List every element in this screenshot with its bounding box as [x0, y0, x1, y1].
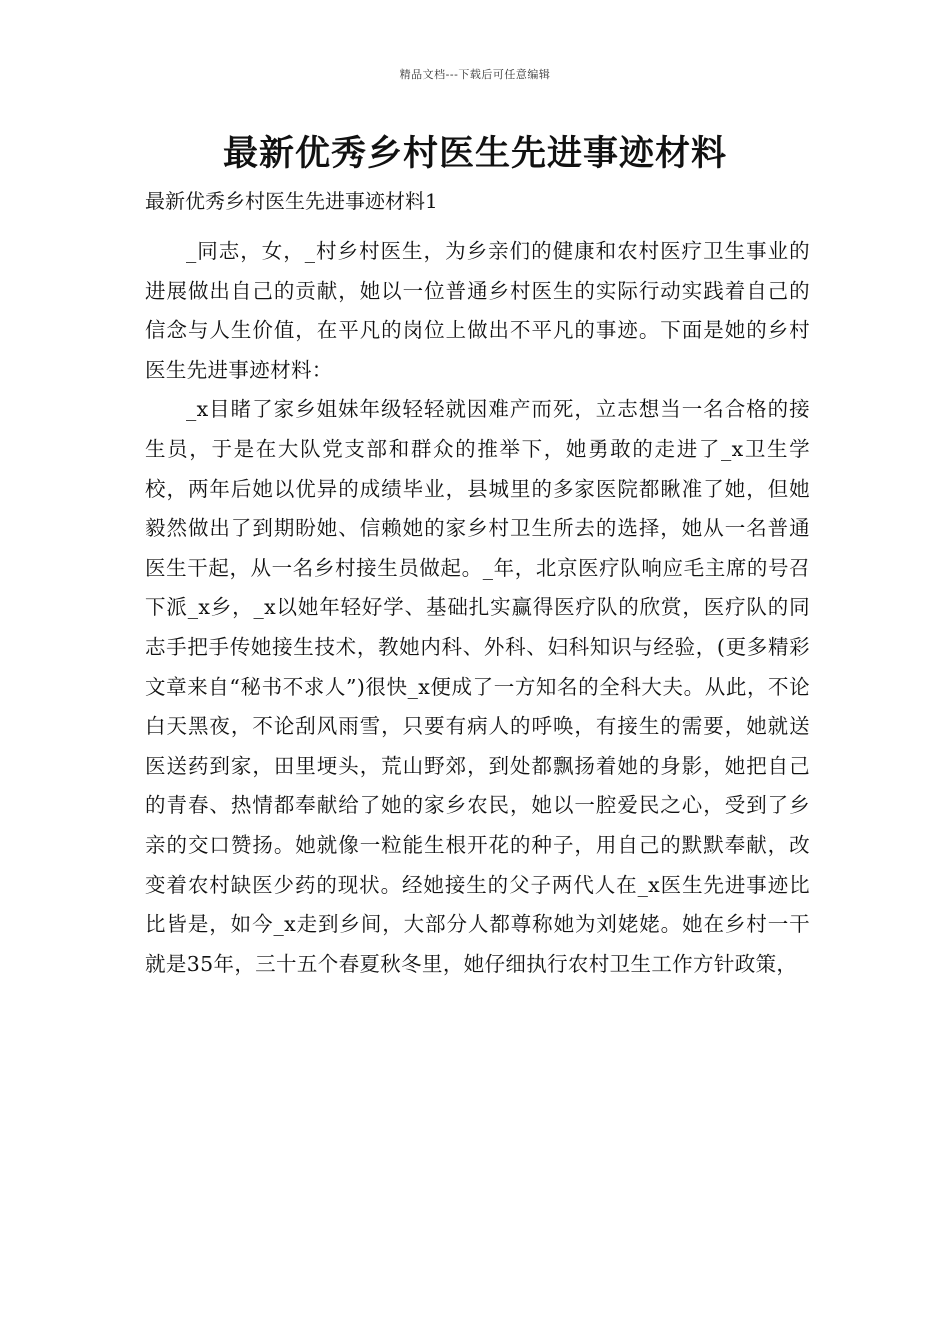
header-note: 精品文档---下载后可任意编辑 — [399, 68, 551, 81]
paragraph: _同志，女，_村乡村医生，为乡亲们的健康和农村医疗卫生事业的进展做出自己的贡献，她以一位普通乡村医生的实际行动实践着自己的信念与人生价值，在平凡的岗位上做出不平凡的事迹。下面是她的乡村医生先进事迹材料： — [145, 239, 810, 382]
document-title: 最新优秀乡村医生先进事迹材料 — [222, 133, 727, 174]
paragraph: _x目睹了家乡姐妹年级轻轻就因难产而死，立志想当一名合格的接生员，于是在大队党支部和群众的推举下，她勇敢的走进了_x卫生学校，两年后她以优异的成绩毕业，县城里的多家医院都瞅准了她，但她毅然做出了到期盼她、信赖她的家乡村卫生所去的选择，她从一名普通医生干起，从一名乡村接生员做起。_年，北京医疗队响应毛主席的号召下派_x乡，_x以她年轻好学、基础扎实赢得医疗队的欣赏，医疗队的同志手把手传她接生技术，教她内科、外科、妇科知识与经验，(更多精彩文章来自“秘书不求人”)很快_x便成了一方知名的全科大夫。从此，不论白天黑夜，不论刮风雨雪，只要有病人的呼唤，有接生的需要，她就送医送药到家，田里埂头，荒山野郊，到处都飘扬着她的身影，她把自己的青春、热情都奉献给了她的家乡农民，她以一腔爱民之心，受到了乡亲的交口赞扬。她就像一粒能生根开花的种子，用自己的默默奉献，改变着农村缺医少药的现状。经她接生的父子两代人在_x医生先进事迹比比皆是，如今_x走到乡间，大部分人都尊称她为刘姥姥。她在乡村一干就是35年，三十五个春夏秋冬里，她仔细执行农村卫生工作方针政策， — [145, 397, 810, 976]
document-subtitle: 最新优秀乡村医生先进事迹材料1 — [145, 189, 438, 213]
document-body — [145, 232, 810, 984]
